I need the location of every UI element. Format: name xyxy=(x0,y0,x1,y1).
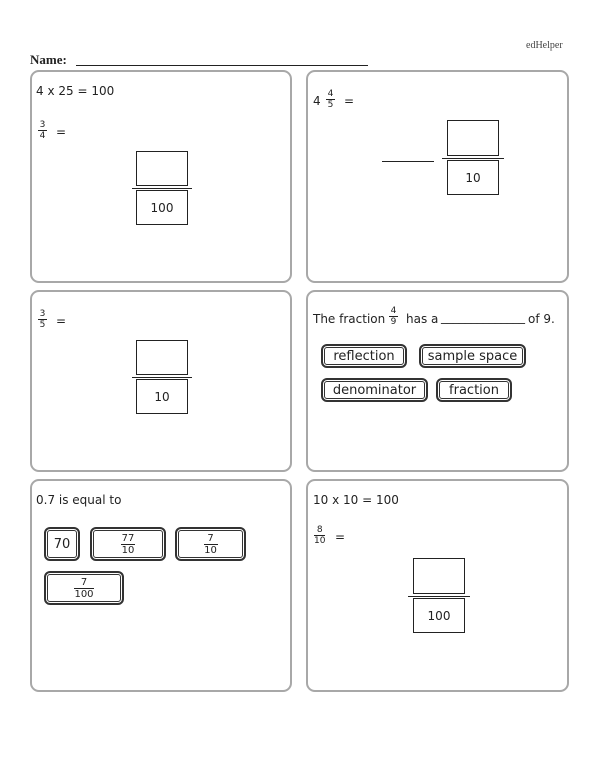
option-fraction xyxy=(74,577,93,600)
fraction xyxy=(326,89,335,110)
option-7-hundredths[interactable] xyxy=(44,571,124,605)
equals-sign: = xyxy=(344,94,355,108)
denominator-box: 10 xyxy=(447,160,499,195)
option-denominator[interactable]: denominator xyxy=(321,378,428,402)
option-reflection[interactable]: reflection xyxy=(321,344,407,368)
fraction xyxy=(38,309,47,330)
option-fraction xyxy=(121,533,135,556)
numerator-answer-box[interactable] xyxy=(136,340,188,375)
numerator: 4 xyxy=(390,306,397,316)
whole-number: 4 xyxy=(313,94,321,108)
prompt-text: 0.7 is equal to xyxy=(36,493,122,507)
question-card-2 xyxy=(306,70,569,283)
option-fraction[interactable]: fraction xyxy=(436,378,512,402)
question-card-4 xyxy=(306,290,569,472)
numerator: 4 xyxy=(327,89,334,99)
denominator-box: 100 xyxy=(413,598,465,633)
hint-text: 4 x 25 = 100 xyxy=(36,84,115,98)
denominator: 4 xyxy=(39,131,46,141)
fraction xyxy=(314,525,325,546)
option-77-tenths[interactable] xyxy=(90,527,166,561)
whole-answer-line[interactable] xyxy=(382,161,434,162)
question-card-3 xyxy=(30,290,292,472)
denominator: 5 xyxy=(327,100,334,110)
option-fraction xyxy=(204,533,218,556)
fraction xyxy=(389,306,398,327)
hint-text: 10 x 10 = 100 xyxy=(313,493,399,507)
numerator-answer-box[interactable] xyxy=(447,120,499,156)
question-card-6 xyxy=(306,479,569,692)
fraction-bar-line xyxy=(132,377,192,378)
denominator: 10 xyxy=(314,536,326,546)
denominator: 5 xyxy=(39,320,46,330)
denominator: 100 xyxy=(74,588,94,600)
numerator: 3 xyxy=(39,309,46,319)
equals-sign: = xyxy=(56,125,67,139)
prompt-middle: has a xyxy=(406,312,439,326)
numerator: 3 xyxy=(39,120,46,130)
fraction xyxy=(38,120,47,141)
prompt-suffix: of 9. xyxy=(528,312,555,326)
option-70[interactable]: 70 xyxy=(44,527,80,561)
denominator: 9 xyxy=(390,317,397,327)
option-7-tenths[interactable] xyxy=(175,527,246,561)
fraction-bar-line xyxy=(408,596,470,597)
equals-sign: = xyxy=(335,530,346,544)
numerator-answer-box[interactable] xyxy=(136,151,188,186)
numerator: 8 xyxy=(316,525,323,535)
question-card-1 xyxy=(30,70,292,283)
denominator: 10 xyxy=(204,544,217,556)
name-line[interactable] xyxy=(76,65,368,66)
question-card-5 xyxy=(30,479,292,692)
prompt-prefix: The fraction xyxy=(313,312,386,326)
name-label: Name: xyxy=(30,52,67,67)
brand-label: edHelper xyxy=(526,40,563,51)
numerator: 77 xyxy=(121,532,135,544)
denominator: 10 xyxy=(121,544,135,556)
fraction-bar-line xyxy=(132,188,192,189)
denominator-box: 10 xyxy=(136,379,188,414)
equals-sign: = xyxy=(56,314,67,328)
numerator: 7 xyxy=(207,532,214,544)
option-sample-space[interactable]: sample space xyxy=(419,344,526,368)
denominator-box: 100 xyxy=(136,190,188,225)
answer-blank[interactable]: ______________ xyxy=(441,310,525,324)
numerator: 7 xyxy=(80,576,88,588)
fraction-bar-line xyxy=(442,158,504,159)
numerator-answer-box[interactable] xyxy=(413,558,465,594)
